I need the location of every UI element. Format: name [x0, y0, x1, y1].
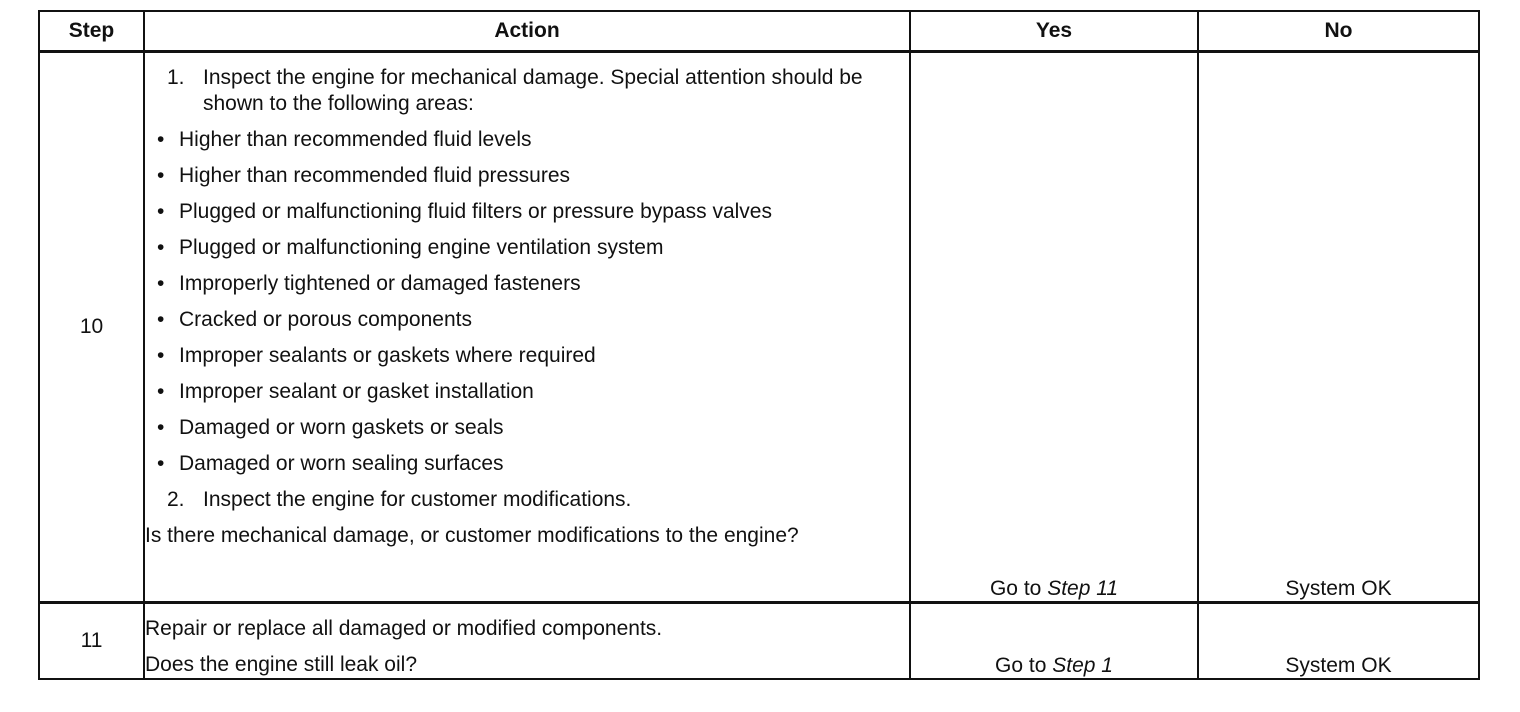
bullet-icon: • — [157, 164, 165, 187]
list-item — [145, 199, 909, 225]
step-number: 10 — [39, 52, 144, 603]
list-item-text: Plugged or malfunctioning engine ventilation system — [179, 236, 664, 259]
numbered-item-2 — [145, 487, 909, 513]
list-item — [145, 127, 909, 153]
list-item — [145, 415, 909, 441]
list-item-text: Damaged or worn sealing surfaces — [179, 452, 504, 475]
bullet-icon: • — [157, 380, 165, 403]
list-item-text: Improper sealant or gasket installation — [179, 380, 534, 403]
step-question: Is there mechanical damage, or customer modifications to the engine? — [145, 524, 799, 547]
table-row-step-10 — [39, 52, 1479, 603]
header-step: Step — [39, 11, 144, 52]
list-item — [145, 307, 909, 333]
header-yes: Yes — [910, 11, 1198, 52]
list-item — [145, 271, 909, 297]
bullet-icon: • — [157, 128, 165, 151]
numbered-item-1 — [145, 65, 909, 117]
action-text: Repair or replace all damaged or modified components. — [145, 617, 663, 640]
yes-prefix: Go to — [995, 654, 1047, 677]
no-result: System OK — [1198, 52, 1479, 603]
diagnostic-table — [38, 10, 1480, 680]
list-item-text: Higher than recommended fluid levels — [179, 128, 532, 151]
step-number: 11 — [39, 603, 144, 680]
yes-prefix: Go to — [989, 577, 1042, 600]
step-question: Does the engine still leak oil? — [145, 653, 417, 676]
bullet-icon: • — [157, 200, 165, 223]
bullet-icon: • — [157, 344, 165, 367]
bullet-icon: • — [157, 416, 165, 439]
no-result: System OK — [1198, 603, 1479, 680]
bullet-icon: • — [157, 308, 165, 331]
list-item-text: Plugged or malfunctioning fluid filters or pressure bypass valves — [179, 200, 772, 223]
list-item — [145, 379, 909, 405]
list-item-text: Improperly tightened or damaged fasteners — [179, 272, 581, 295]
action-cell — [144, 52, 910, 603]
yes-result — [910, 52, 1198, 603]
inspection-areas-list — [145, 127, 909, 477]
bullet-icon: • — [157, 452, 165, 475]
item-number: 1. — [167, 66, 185, 89]
list-item — [145, 235, 909, 261]
header-row — [39, 11, 1479, 52]
list-item-text: Higher than recommended fluid pressures — [179, 164, 571, 187]
step-reference-link: Step 11 — [1047, 577, 1119, 600]
bullet-icon: • — [157, 236, 165, 259]
yes-result — [910, 603, 1198, 680]
step-reference-link: Step 1 — [1052, 654, 1113, 677]
list-item — [145, 451, 909, 477]
list-item-text: Damaged or worn gaskets or seals — [179, 416, 504, 439]
item-number: 2. — [167, 488, 185, 511]
table-row-step-11 — [39, 603, 1479, 680]
header-no: No — [1198, 11, 1479, 52]
list-item — [145, 163, 909, 189]
list-item-text: Improper sealants or gaskets where required — [179, 344, 596, 367]
header-action: Action — [144, 11, 910, 52]
list-item — [145, 343, 909, 369]
bullet-icon: • — [157, 272, 165, 295]
item-text: Inspect the engine for mechanical damage. Special attention should be shown to the following areas: — [203, 66, 863, 115]
list-item-text: Cracked or porous components — [179, 308, 472, 331]
item-text: Inspect the engine for customer modifications. — [203, 488, 632, 511]
action-cell — [144, 603, 910, 680]
